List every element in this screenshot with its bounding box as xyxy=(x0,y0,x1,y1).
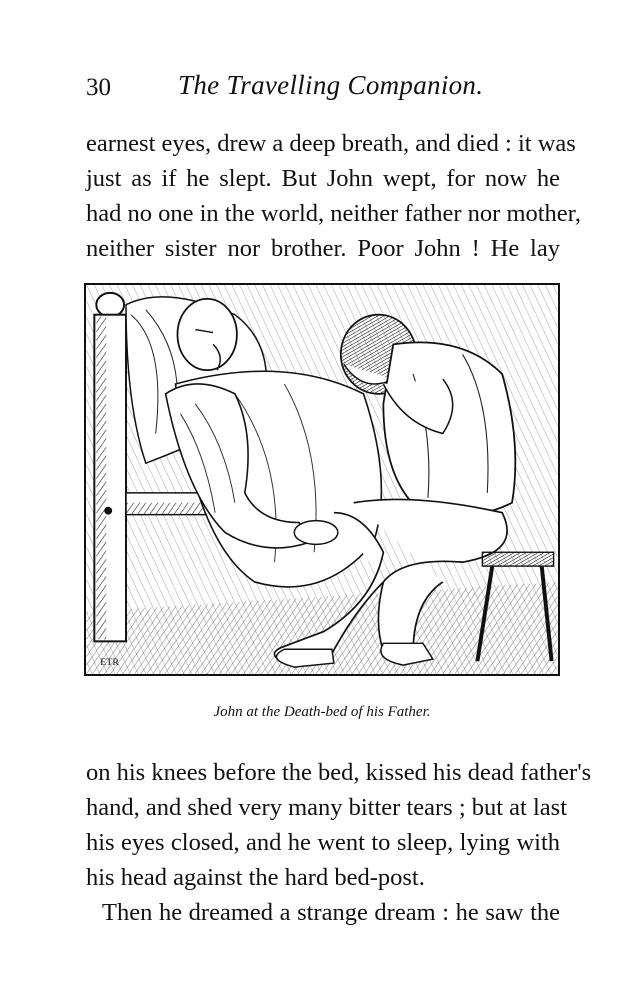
text-line: his head against the hard bed-post. xyxy=(86,864,425,891)
page-number: 30 xyxy=(86,74,111,101)
engraver-mark: ETR xyxy=(100,657,119,669)
text-line: neither sister nor brother. Poor John ! He lay xyxy=(86,235,560,262)
text-line: his eyes closed, and he went to sleep, lying with xyxy=(86,829,560,856)
engraving-drawing xyxy=(86,285,558,674)
paragraph-bottom xyxy=(86,755,592,930)
engraving-illustration xyxy=(84,283,560,676)
text-line: hand, and shed very many bitter tears ; but at last xyxy=(86,794,568,821)
text-line: just as if he slept. But John wept, for now he xyxy=(86,165,560,192)
paragraph-top xyxy=(86,126,581,266)
text-line: earnest eyes, drew a deep breath, and died : it was xyxy=(86,130,576,157)
text-line: on his knees before the bed, kissed his dead father's xyxy=(86,759,592,786)
text-line: had no one in the world, neither father nor mother, xyxy=(86,200,581,227)
running-head: The Travelling Companion. xyxy=(178,70,484,100)
page-header xyxy=(86,70,556,110)
text-line: Then he dreamed a strange dream : he saw the xyxy=(102,899,560,926)
illustration-caption: John at the Death-bed of his Father. xyxy=(213,704,431,720)
